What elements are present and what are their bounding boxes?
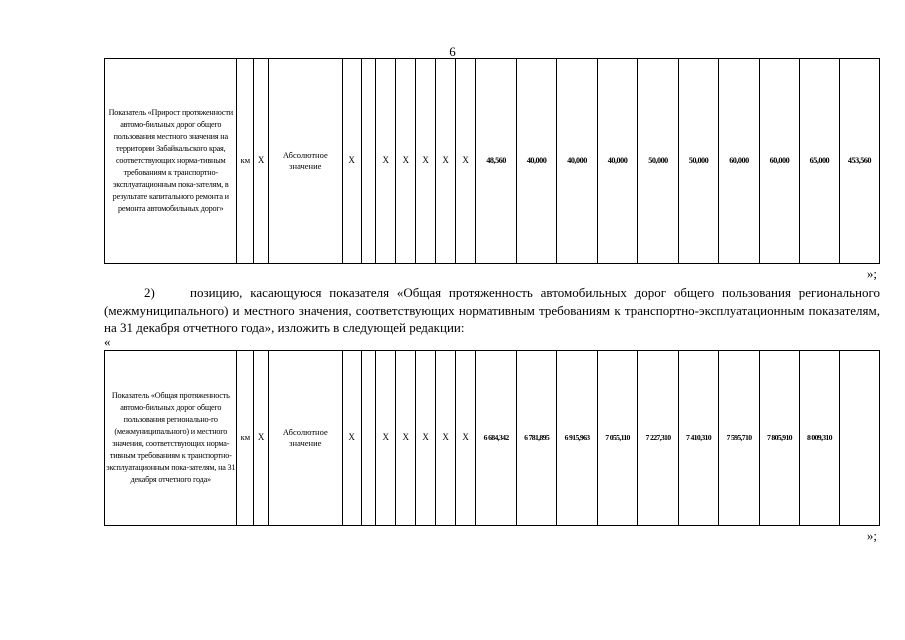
value-cell xyxy=(839,351,879,526)
value-cell: 40,000 xyxy=(598,59,638,264)
x-cell: X xyxy=(416,59,436,264)
paragraph-number: 2) xyxy=(144,285,155,300)
x-cell: X xyxy=(456,59,476,264)
x-cell: X xyxy=(396,351,416,526)
value-cell: 50,000 xyxy=(638,59,679,264)
value-cell: 48,560 xyxy=(476,59,517,264)
unit-cell: км xyxy=(237,351,254,526)
value-cell: 50,000 xyxy=(679,59,719,264)
value-cell: 40,000 xyxy=(557,59,598,264)
x-cell: X xyxy=(342,351,361,526)
x-cell: X xyxy=(396,59,416,264)
value-cell: 6 684,342 xyxy=(476,351,517,526)
x-cell: X xyxy=(436,59,456,264)
empty-cell xyxy=(361,59,376,264)
x-cell: X xyxy=(376,59,396,264)
x-cell: X xyxy=(254,59,269,264)
paragraph-text: позицию, касающуюся показателя «Общая протяженность автомобильных дорог общего пользования регионального (межмуниципального) и местного значения, соответствующих нормативным требованиям к транспортно-эксплуатационным показателям, на 31 декабря отчетного года», изложить в следующей редакции: xyxy=(104,285,880,335)
value-cell: 7 055,110 xyxy=(598,351,638,526)
table-row xyxy=(105,351,880,526)
value-cell: 60,000 xyxy=(759,59,799,264)
x-cell: X xyxy=(436,351,456,526)
value-cell: 65,000 xyxy=(799,59,839,264)
closing-quote: »; xyxy=(866,528,877,543)
value-cell: 60,000 xyxy=(718,59,759,264)
x-cell: X xyxy=(342,59,361,264)
indicator-name: Показатель «Общая протяженность автомо-бильных дорог общего пользования регионально-го (межмуниципального) и местного значения, соответствующих норма-тивным требованиям к транспортно-эксплуатационным пока-зателям, на 31 декабря отчетного года» xyxy=(105,351,237,526)
value-cell: 7 410,310 xyxy=(679,351,719,526)
indicator-table-total xyxy=(104,350,880,526)
amendment-paragraph xyxy=(104,284,880,337)
indicator-name: Показатель «Прирост протяженности автомо-бильных дорог общего пользования местного значения на территории Забайкальского края, соответствующих норма-тивным требованиям к транспортно-эксплуатационным пока-зателям, в результате капитального ремонта и ремонта автомобильных дорог» xyxy=(105,59,237,264)
x-cell: X xyxy=(254,351,269,526)
value-cell: 8 009,310 xyxy=(799,351,839,526)
empty-cell xyxy=(361,351,376,526)
value-cell: 7 227,310 xyxy=(638,351,679,526)
value-cell: 453,560 xyxy=(839,59,879,264)
value-cell: 6 781,895 xyxy=(517,351,557,526)
opening-quote: « xyxy=(104,334,111,349)
value-type-cell: Абсолютное значение xyxy=(269,59,343,264)
value-cell: 7 805,910 xyxy=(759,351,799,526)
x-cell: X xyxy=(376,351,396,526)
table-row xyxy=(105,59,880,264)
page-number: 6 xyxy=(449,44,456,59)
x-cell: X xyxy=(416,351,436,526)
value-cell: 7 595,710 xyxy=(718,351,759,526)
x-cell: X xyxy=(456,351,476,526)
closing-quote: »; xyxy=(866,266,877,281)
value-type-cell: Абсолютное значение xyxy=(269,351,343,526)
indicator-table-growth xyxy=(104,58,880,264)
value-cell: 6 915,963 xyxy=(557,351,598,526)
value-cell: 40,000 xyxy=(517,59,557,264)
unit-cell: км xyxy=(237,59,254,264)
